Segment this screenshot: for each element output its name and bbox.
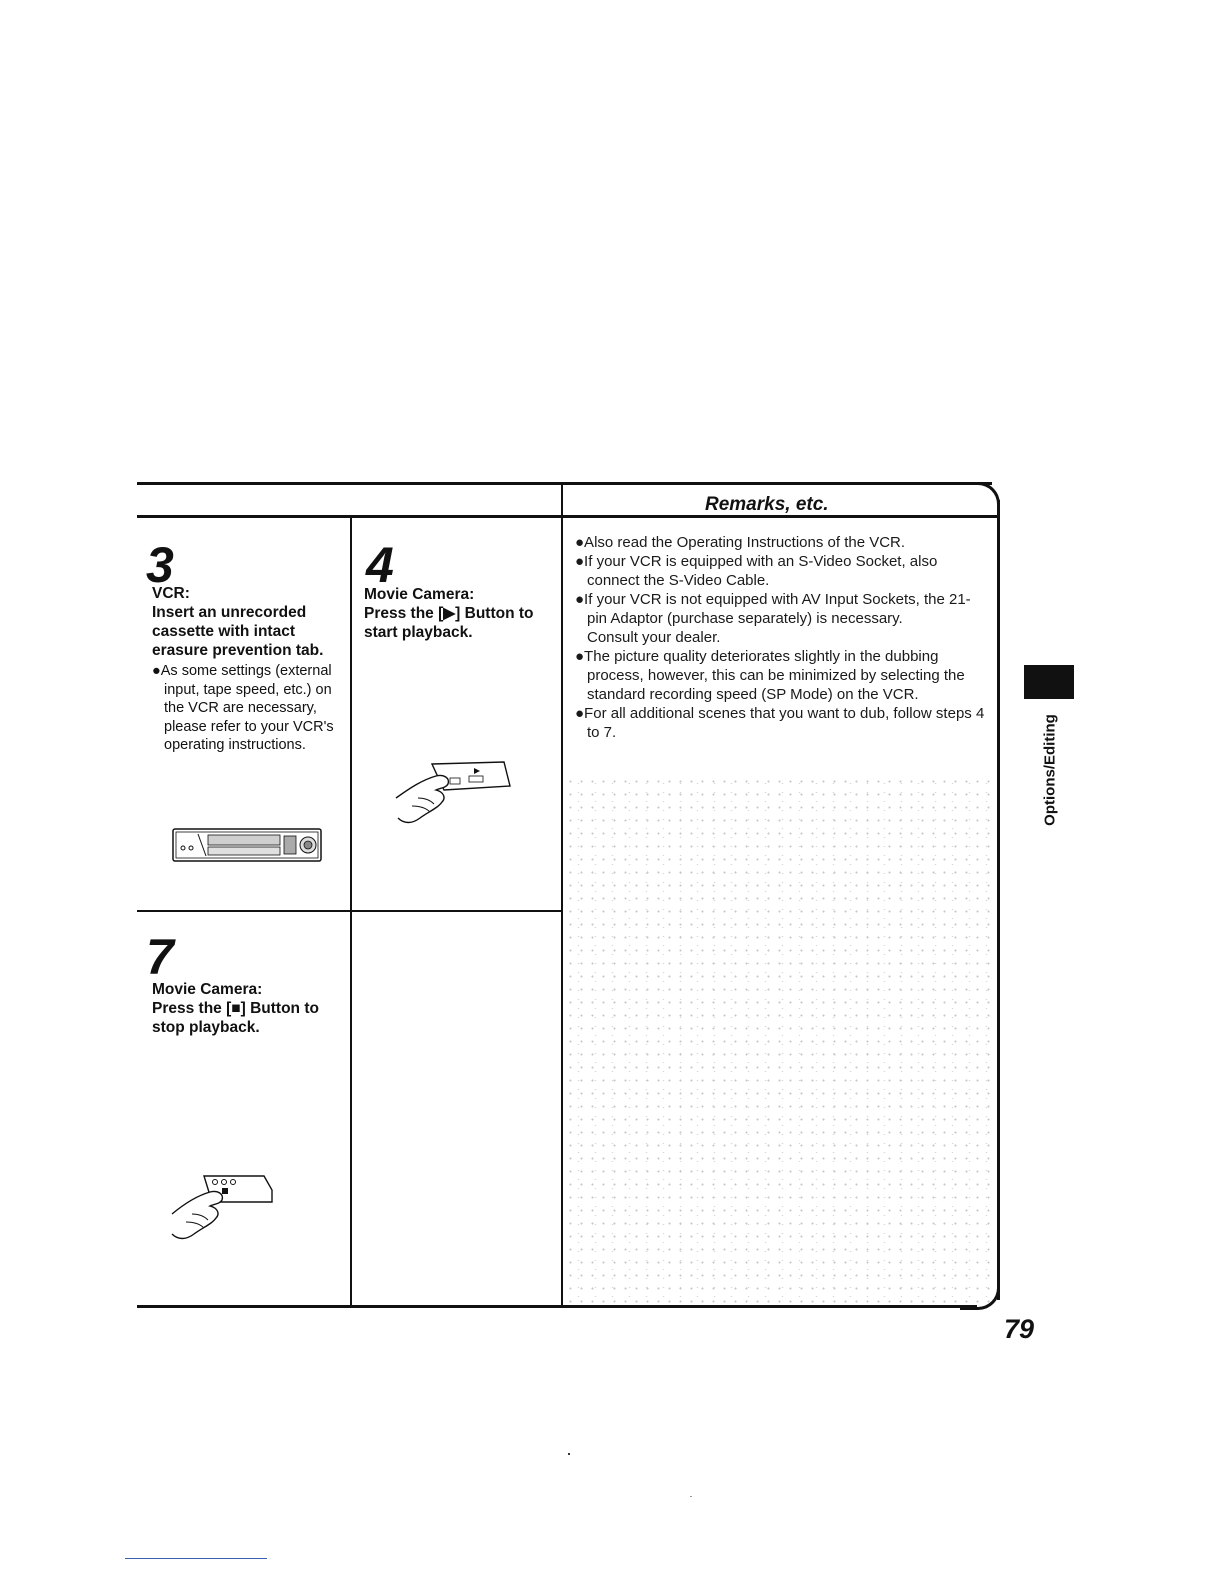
- scan-dot: [690, 1496, 692, 1497]
- right-rule: [997, 500, 1000, 1300]
- step-7-content: [152, 980, 344, 1037]
- header-underline: [137, 515, 999, 518]
- section-tab-marker: [1024, 665, 1074, 699]
- remark-item: ●Also read the Operating Instructions of the VCR.: [575, 534, 906, 551]
- step-number: 7: [146, 929, 173, 985]
- remark-item: ●If your VCR is equipped with an S-Video Socket, also connect the S-Video Cable.: [575, 553, 938, 589]
- divider-right: [561, 485, 563, 1306]
- footer-line: [125, 1558, 267, 1559]
- remark-item: ●The picture quality deteriorates slightly in the dubbing process, however, this can be minimized by selecting the standard recording speed (SP Mode) on the VCR.: [575, 648, 965, 703]
- remark-item: ●If your VCR is not equipped with AV Input Sockets, the 21-pin Adaptor (purchase separately) is necessary.: [575, 591, 971, 627]
- page-number: 79: [1004, 1314, 1035, 1344]
- step-3-content: [152, 584, 344, 755]
- step-device-label: Movie Camera:: [364, 586, 475, 603]
- hand-play-button-icon: [392, 758, 514, 828]
- step-number: 4: [366, 537, 393, 593]
- step-instruction: Insert an unrecorded cassette with intact erasure prevention tab.: [152, 604, 324, 659]
- bottom-rule: [137, 1305, 977, 1308]
- step-note: [152, 662, 344, 755]
- step-4-content: [364, 585, 556, 642]
- step-device-label: Movie Camera:: [152, 981, 263, 998]
- remarks-title: Remarks, etc.: [705, 494, 829, 515]
- row-divider: [137, 910, 561, 912]
- step-device-label: VCR:: [152, 585, 190, 602]
- vcr-illustration: [172, 828, 322, 862]
- remarks-list: [575, 533, 990, 742]
- step-note-text: ●As some settings (external input, tape speed, etc.) on the VCR are necessary, please refer to your VCR's operating instructions.: [152, 663, 334, 753]
- remark-item: ●For all additional scenes that you want to dub, follow steps 4 to 7.: [575, 705, 985, 741]
- scan-dot: [568, 1453, 570, 1455]
- scan-noise-background: [565, 775, 993, 1305]
- top-rule: [137, 482, 992, 485]
- step-instruction: Press the [▶] Button to start playback.: [364, 605, 534, 641]
- step-number: 3: [146, 537, 173, 593]
- section-label: Options/Editing: [1041, 714, 1059, 826]
- step-instruction: Press the [■] Button to stop playback.: [152, 1000, 319, 1036]
- hand-stop-button-icon: [168, 1172, 276, 1242]
- divider-left: [350, 518, 352, 1306]
- remark-item-continuation: Consult your dealer.: [587, 629, 721, 646]
